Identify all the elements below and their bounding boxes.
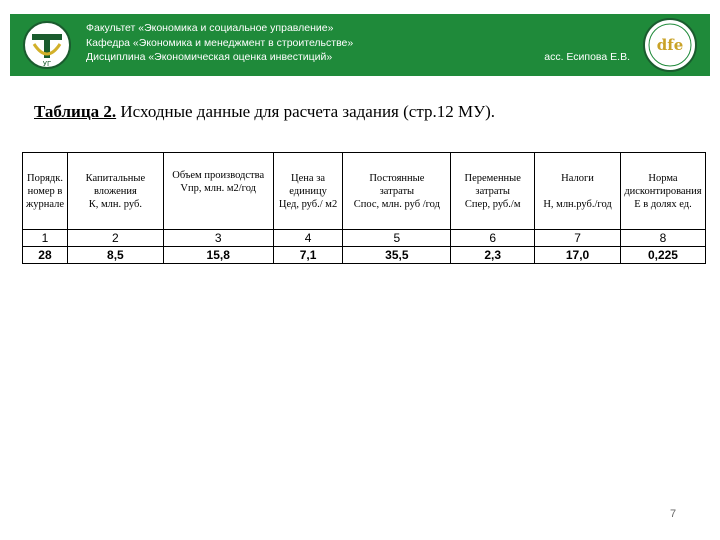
number-cell: 3 — [163, 230, 273, 247]
department-line: Кафедра «Экономика и менеджмент в строительстве» — [86, 36, 354, 49]
header-cell-variable-costs: Переменные затраты Спер, руб./м — [451, 153, 535, 230]
number-cell: 5 — [343, 230, 451, 247]
header-cell-order: Порядк. номер в журнале — [23, 153, 68, 230]
faculty-line: Факультет «Экономика и социальное управление» — [86, 22, 334, 34]
number-cell: 8 — [620, 230, 705, 247]
value-cell-discount-rate: 0,225 — [620, 247, 705, 264]
slide-header — [10, 14, 710, 76]
university-logo-icon — [22, 20, 72, 70]
value-cell-taxes: 17,0 — [535, 247, 621, 264]
number-cell: 4 — [273, 230, 343, 247]
header-cell-taxes: Налоги Н, млн.руб./год — [535, 153, 621, 230]
header-cell-volume: Объем производства Vпр, млн. м2/год — [163, 153, 273, 230]
discipline-line: Дисциплина «Экономическая оценка инвестиций» — [86, 51, 333, 63]
department-logo-icon — [642, 17, 698, 73]
number-cell: 7 — [535, 230, 621, 247]
source-data-table — [22, 152, 706, 264]
number-cell: 1 — [23, 230, 68, 247]
value-cell-fixed-costs: 35,5 — [343, 247, 451, 264]
author-name: асс. Есипова Е.В. — [544, 51, 630, 63]
value-cell-order: 28 — [23, 247, 68, 264]
left-logo-text: УГ — [42, 60, 52, 68]
table-title-text: Исходные данные для расчета задания (стр.12 МУ). — [116, 102, 496, 121]
number-cell: 6 — [451, 230, 535, 247]
value-cell-price: 7,1 — [273, 247, 343, 264]
header-cell-capital: Капитальные вложения К, млн. руб. — [67, 153, 163, 230]
header-text — [86, 21, 353, 65]
table-number-row — [23, 230, 706, 247]
table-value-row — [23, 247, 706, 264]
header-cell-fixed-costs: Постоянные затраты Спос, млн. руб /год — [343, 153, 451, 230]
value-cell-capital: 8,5 — [67, 247, 163, 264]
page-number: 7 — [670, 508, 677, 520]
value-cell-volume: 15,8 — [163, 247, 273, 264]
header-cell-discount-rate: Норма дисконтирования Е в долях ед. — [620, 153, 705, 230]
right-logo-text: dfe — [656, 36, 684, 54]
value-cell-variable-costs: 2,3 — [451, 247, 535, 264]
table-title-lead: Таблица 2. — [34, 102, 117, 121]
table-title — [34, 102, 495, 122]
table-header-row — [23, 153, 706, 230]
header-cell-price: Цена за единицу Цед, руб./ м2 — [273, 153, 343, 230]
number-cell: 2 — [67, 230, 163, 247]
